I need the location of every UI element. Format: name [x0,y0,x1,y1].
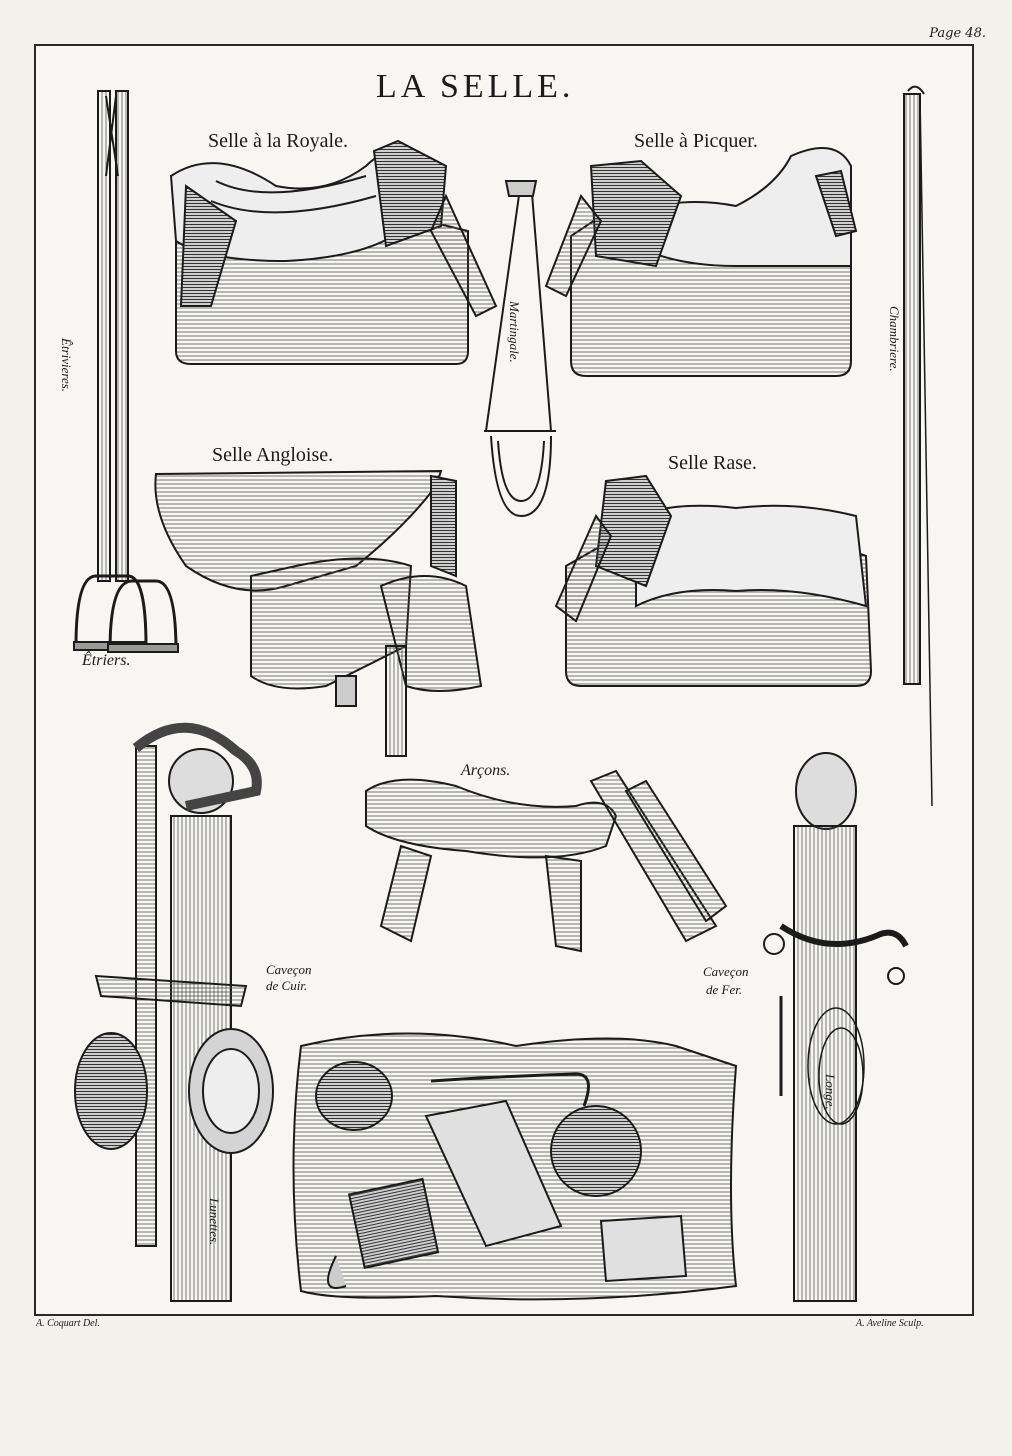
cavecon-fer-post-illustration [764,753,906,1301]
label-etriers: Êtriers. [82,652,131,669]
label-cavecon-cuir-line1: Caveçon [266,962,312,977]
selle-rase-illustration [556,476,871,686]
label-longe: Longe. [823,1074,838,1110]
selle-picquer-illustration [546,148,856,376]
label-cavecon-cuir-line2: de Cuir. [266,978,308,993]
engraving-plate [34,44,974,1316]
selle-royale-illustration [171,141,496,364]
label-selle-angloise: Selle Angloise. [212,444,334,466]
page-number: Page 48. [929,26,986,41]
label-arcons: Arçons. [461,762,511,779]
label-martingale: Martingale. [507,301,522,363]
chambriere-illustration [904,87,932,806]
label-cavecon-fer-line1: Caveçon [703,964,749,979]
label-lunettes: Lunettes. [207,1198,222,1246]
etrivieres-illustration [74,91,178,652]
arcons-illustration [366,771,726,951]
credit-draughtsman: A. Coquart Del. [36,1318,100,1329]
selle-angloise-illustration [155,471,481,756]
plate-title: LA SELLE. [376,68,575,105]
grooming-tools-illustration [294,1034,737,1300]
engraving-illustrations [36,46,976,1318]
label-etrivieres: Êtrivieres. [59,338,74,393]
cavecon-cuir-post-illustration [75,728,273,1301]
label-selle-royale: Selle à la Royale. [208,130,348,152]
label-selle-picquer: Selle à Picquer. [634,130,758,152]
label-selle-rase: Selle Rase. [668,452,757,474]
label-chambriere: Chambriere. [887,306,902,372]
credit-engraver: A. Aveline Sculp. [856,1318,924,1329]
label-cavecon-fer-line2: de Fer. [706,982,743,997]
